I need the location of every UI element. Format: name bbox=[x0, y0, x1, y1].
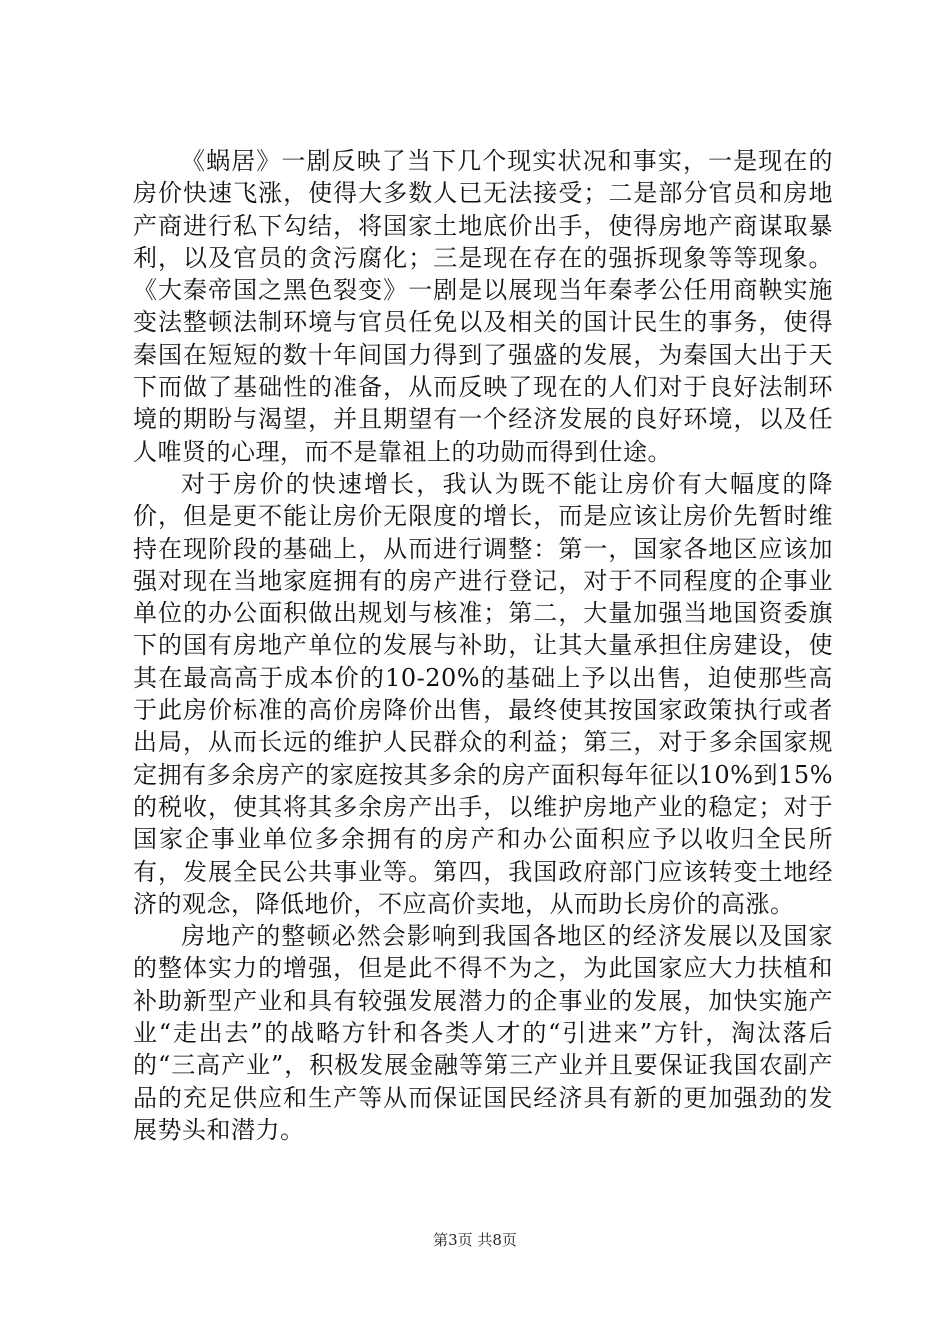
page-number-footer: 第3页 共8页 bbox=[433, 1231, 517, 1249]
document-body bbox=[133, 145, 833, 1146]
paragraph-3: 房地产的整顿必然会影响到我国各地区的经济发展以及国家的整体实力的增强，但是此不得不为之，为此国家应大力扶植和补助新型产业和具有较强发展潜力的企事业的发展，加快实施产业“走出去”的战略方针和各类人才的“引进来”方针，淘汰落后的“三高产业”，积极发展金融等第三产业并且要保证我国农副产品的充足供应和生产等从而保证国民经济具有新的更加强劲的发展势头和潜力。 bbox=[133, 922, 833, 1144]
paragraph-2: 对于房价的快速增长，我认为既不能让房价有大幅度的降价，但是更不能让房价无限度的增长，而是应该让房价先暂时维持在现阶段的基础上，从而进行调整：第一，国家各地区应该加强对现在当地家庭拥有的房产进行登记，对于不同程度的企事业单位的办公面积做出规划与核准；第二，大量加强当地国资委旗下的国有房地产单位的发展与补助，让其大量承担住房建设，使其在最高高于成本价的10-20%的基础上予以出售，迫使那些高于此房价标准的高价房降价出售，最终使其按国家政策执行或者出局，从而长远的维护人民群众的利益；第三，对于多余国家规定拥有多余房产的家庭按其多余的房产面积每年征以10%到15%的税收，使其将其多余房产出手，以维护房地产业的稳定；对于国家企事业单位多余拥有的房产和办公面积应予以收归全民所有，发展全民公共事业等。第四，我国政府部门应该转变土地经济的观念，降低地价，不应高价卖地，从而助长房价的高涨。 bbox=[133, 469, 833, 918]
paragraph-1: 《蜗居》一剧反映了当下几个现实状况和事实，一是现在的房价快速飞涨，使得大多数人已无法接受；二是部分官员和房地产商进行私下勾结，将国家土地底价出手，使得房地产商谋取暴利，以及官员的贪污腐化；三是现在存在的强拆现象等等现象。《大秦帝国之黑色裂变》一剧是以展现当年秦孝公任用商鞅实施变法整顿法制环境与官员任免以及相关的国计民生的事务，使得秦国在短短的数十年间国力得到了强盛的发展，为秦国大出于天下而做了基础性的准备，从而反映了现在的人们对于良好法制环境的期盼与渴望，并且期望有一个经济发展的良好环境，以及任人唯贤的心理，而不是靠祖上的功勋而得到仕途。 bbox=[133, 147, 833, 466]
